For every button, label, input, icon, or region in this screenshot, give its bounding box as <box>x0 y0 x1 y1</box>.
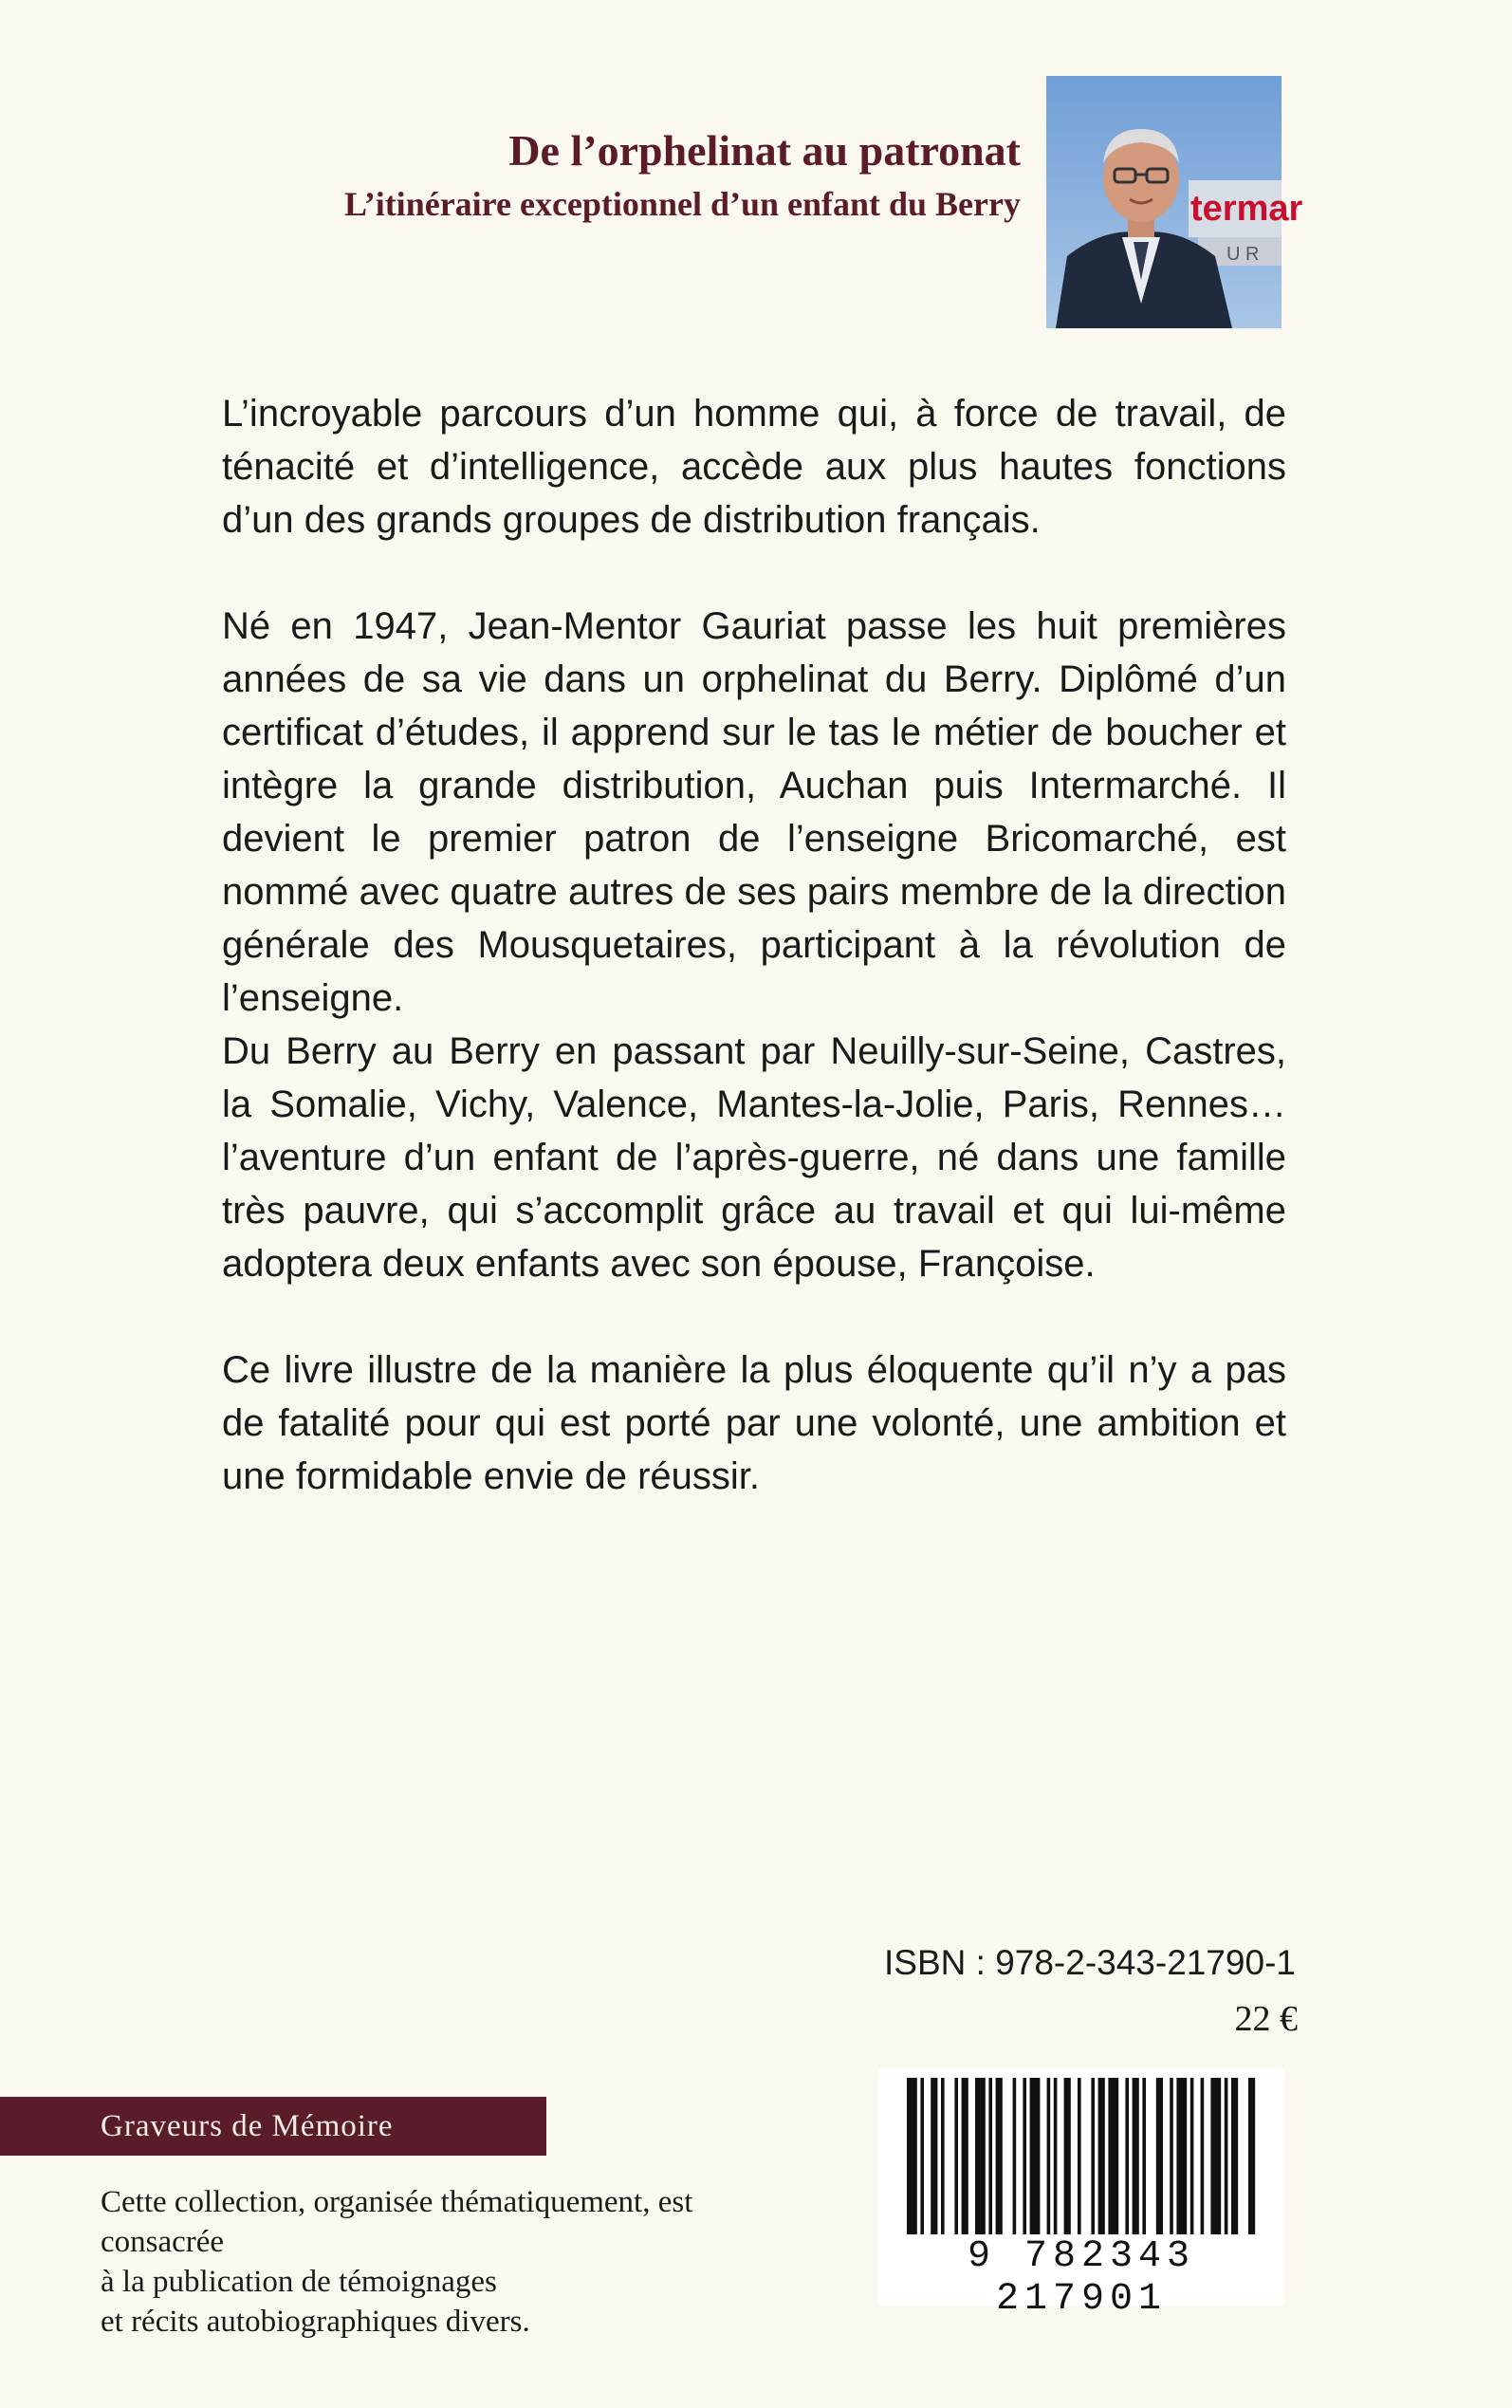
barcode-bar <box>931 2078 937 2234</box>
author-photo-illustration <box>1046 76 1303 328</box>
barcode <box>878 2068 1284 2321</box>
book-title-block <box>344 121 1021 228</box>
isbn: ISBN : 978-2-343-21790-1 <box>884 1943 1296 1982</box>
barcode-bar <box>1170 2078 1173 2234</box>
barcode-bar <box>1201 2078 1205 2234</box>
barcode-bar <box>1190 2078 1194 2234</box>
barcode-bar <box>996 2078 1003 2234</box>
collection-description-line: et récits autobiographiques divers. <box>101 2305 530 2339</box>
author-photo <box>1046 76 1303 328</box>
barcode-bar <box>1064 2078 1071 2234</box>
collection-description <box>101 2182 821 2342</box>
sign-text-2: U R <box>1226 244 1260 265</box>
barcode-bar <box>1098 2078 1105 2234</box>
back-cover-text <box>222 387 1286 1503</box>
barcode-bar <box>1225 2078 1228 2234</box>
barcode-bar <box>1156 2078 1163 2234</box>
barcode-bar <box>988 2078 992 2234</box>
paragraph-biography: Né en 1947, Jean-Mentor Gauriat passe les huit premières années de sa vie dans un orphelinat du Berry. Diplômé d’un certificat d’études, il apprend sur le tas le métier de boucher et intègre la grande distribution, Auchan puis Intermarché. Il devient le premier patron de l’enseigne Bricomarché, est nommé avec quatre autres de ses pairs membre de la direction générale des Mousquetaires, participant à la révolution de l’enseigne. <box>222 605 1286 1019</box>
barcode-bar <box>1231 2078 1238 2234</box>
collection-description-line: à la publication de témoignages <box>101 2265 497 2299</box>
barcode-digits: 9 782343 217901 <box>967 2235 1196 2321</box>
barcode-bars <box>878 2068 1284 2239</box>
book-title: De l’orphelinat au patronat <box>508 126 1021 175</box>
collection-name: Graveurs de Mémoire <box>0 2097 546 2156</box>
barcode-bar <box>941 2078 945 2234</box>
barcode-bar <box>954 2078 958 2234</box>
barcode-bar <box>1030 2078 1041 2234</box>
barcode-bar <box>1054 2078 1058 2234</box>
barcode-bar <box>962 2078 968 2234</box>
paragraph-journey: Du Berry au Berry en passant par Neuilly-sur-Seine, Castres, la Somalie, Vichy, Valence, Mantes-la-Jolie, Paris, Rennes… l’aventure d’un enfant de l’après-guerre, né dans une famille très pauvre, qui s’accomplit grâce au travail et qui lui-même adoptera deux enfants avec son épouse, Françoise. <box>222 1030 1286 1285</box>
price: 22 € <box>1234 1999 1298 2039</box>
book-subtitle: L’itinéraire exceptionnel d’un enfant du Berry <box>344 185 1021 223</box>
barcode-bar <box>1023 2078 1026 2234</box>
barcode-bar <box>907 2078 917 2234</box>
barcode-bar <box>1125 2078 1129 2234</box>
sign-text: termar <box>1190 189 1303 229</box>
paragraph-intro: L’incroyable parcours d’un homme qui, à force de travail, de ténacité et d’intelligence, accède aux plus hautes fonctions d’un des grands groupes de distribution français. <box>222 393 1286 541</box>
barcode-bar <box>1142 2078 1146 2234</box>
barcode-bar <box>1248 2078 1255 2234</box>
paragraph-conclusion: Ce livre illustre de la manière la plus éloquente qu’il n’y a pas de fatalité pour qui est porté par une volonté, une ambition et une formidable envie de réussir. <box>222 1349 1286 1497</box>
barcode-bar <box>1176 2078 1187 2234</box>
barcode-bar <box>1210 2078 1221 2234</box>
collection-description-line: Cette collection, organisée thématiquement, est consacrée <box>101 2185 693 2259</box>
barcode-bar <box>1047 2078 1051 2234</box>
barcode-bar <box>920 2078 924 2234</box>
barcode-bar <box>1108 2078 1118 2234</box>
barcode-bar <box>1133 2078 1139 2234</box>
barcode-bar <box>1013 2078 1017 2234</box>
barcode-bar <box>1091 2078 1095 2234</box>
barcode-bar <box>975 2078 986 2234</box>
barcode-bar <box>1078 2078 1081 2234</box>
